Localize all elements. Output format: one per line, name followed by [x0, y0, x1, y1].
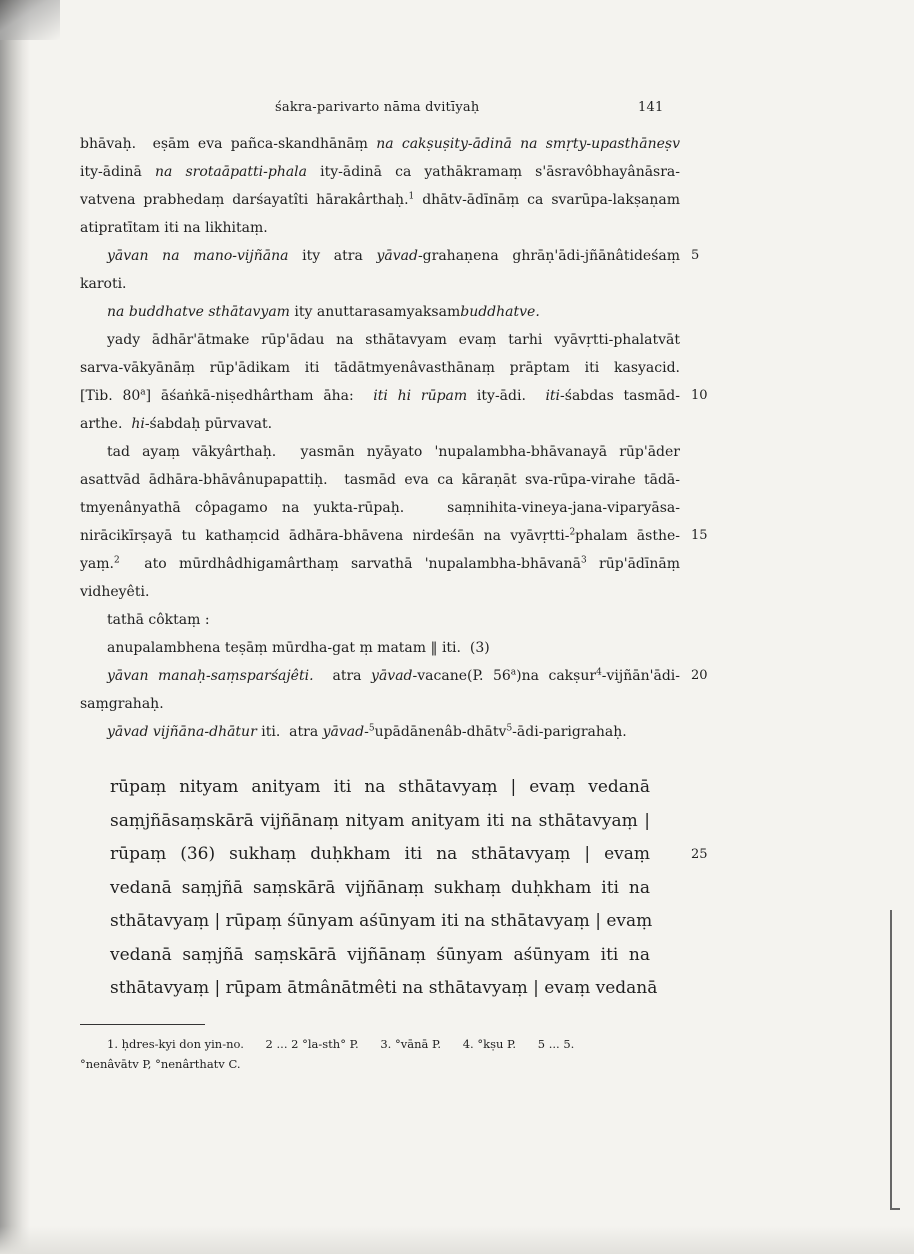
text-line	[80, 130, 680, 158]
text-line-content: asattvād ādhāra-bhāvânupapattiḥ. tasmād eva ca kāraṇāt sva-rūpa-virahe tādā-	[80, 472, 680, 488]
text-line-content: tmyenânyathā côpagamo na yukta-rūpaḥ. saṃnihita-vineya-jana-viparyāsa-	[80, 500, 680, 516]
text-line-content: sarva-vākyānāṃ rūp'ādikam iti tādātmyenâvasthānaṃ prāptam iti kasyacid.	[80, 360, 680, 376]
footnotes	[80, 1034, 680, 1074]
line-number: 20	[691, 668, 708, 683]
text-line	[80, 354, 680, 382]
text-line	[80, 606, 680, 634]
verse-line-content: vedanā saṃjñā saṃskārā vijñānaṃ sukhaṃ duḥkham iti na	[110, 877, 650, 898]
text-line-content: arthe. hi-śabdaḥ pūrvavat.	[80, 416, 273, 432]
text-line-content: nirācikīrṣayā tu kathaṃcid ādhāra-bhāvena nirdeśān na vyāvṛtti-$^2$phalam āsthe-	[80, 527, 680, 544]
line-number: 15	[691, 528, 708, 543]
text-line	[80, 550, 680, 578]
text-line	[80, 158, 680, 186]
text-line-content: atipratītam iti na likhitaṃ.	[80, 220, 268, 236]
text-line-content: bhāvaḥ. eṣām eva pañca-skandhānāṃ na cakṣuṣity-ādinā na smṛty-upasthāneṣv	[80, 136, 681, 152]
line-number: 25	[691, 847, 708, 862]
text-line-content: vidheyêti.	[80, 584, 150, 600]
footnote-2: 2 ... 2 °la-sth° P.	[265, 1037, 359, 1051]
text-line-content: saṃgrahaḥ.	[80, 696, 164, 712]
verse-line-content: rūpaṃ (36) sukhaṃ duḥkham iti na sthātavyaṃ | evaṃ	[110, 844, 650, 864]
text-line	[80, 326, 680, 354]
page-number: 141	[638, 100, 664, 115]
footnote-line-2: °nenâvātv P, °nenârthatv C.	[80, 1057, 241, 1071]
text-line-content: [Tib. 80$^a$] āśaṅkā-niṣedhârtham āha: iti hi rūpam ity-ādi. iti-śabdas tasmād-	[80, 387, 680, 404]
verse-line	[110, 805, 650, 839]
text-line	[80, 214, 680, 242]
verse-line	[110, 972, 658, 1006]
verse-line-content: vedanā saṃjñā saṃskārā vijñānaṃ śūnyam aśūnyam iti na	[110, 944, 650, 965]
text-line	[80, 718, 680, 746]
text-line-content: yady ādhār'ātmake rūp'ādau na sthātavyam evaṃ tarhi vyāvṛtti-phalatvāt	[107, 332, 680, 348]
text-line	[80, 690, 680, 718]
line-number: 10	[691, 388, 708, 403]
text-line	[80, 382, 708, 410]
text-line	[80, 438, 680, 466]
verse-line	[110, 905, 653, 939]
verse-line	[110, 771, 650, 805]
text-line	[80, 186, 680, 214]
commentary-text	[80, 130, 708, 746]
verse-line	[110, 872, 650, 906]
line-number: 5	[691, 248, 700, 263]
footnote-1: 1. ḥdres-kyi don yin-no.	[107, 1037, 244, 1051]
text-line	[80, 662, 708, 690]
verse-line	[110, 939, 650, 973]
running-title: śakra-parivarto nāma dvitīyaḥ	[275, 100, 480, 115]
footnote-3: 3. °vānā P.	[380, 1037, 442, 1051]
verse-line-content: sthātavyaṃ | rūpaṃ śūnyam aśūnyam iti na sthātavyaṃ | evaṃ	[110, 911, 653, 931]
text-line	[80, 578, 680, 606]
footnote-line-1	[80, 1034, 680, 1054]
text-line-content: anupalambhena teṣāṃ mūrdha-gat ṃ matam ‖ iti. (3)	[107, 640, 490, 656]
text-line-content: karoti.	[80, 276, 127, 292]
text-line	[80, 494, 680, 522]
text-line	[80, 522, 708, 550]
text-line	[80, 242, 700, 270]
text-line	[80, 466, 680, 494]
text-line	[80, 410, 680, 438]
footnote-5: 5 ... 5.	[537, 1037, 575, 1051]
text-line-content: yāvad vijñāna-dhātur iti. atra yāvad-$^5$upādānenâb-dhātv$^5$-ādi-parigrahaḥ.	[107, 723, 627, 740]
text-line-content: yaṃ.$^2$ ato mūrdhâdhigamârthaṃ sarvathā 'nupalambha-bhāvanā$^3$ rūp'ādīnāṃ	[80, 555, 680, 572]
verse-line-content: sthātavyaṃ | rūpam ātmânātmêti na sthātavyaṃ | evaṃ vedanā	[110, 978, 658, 998]
text-line-content: na buddhatve sthātavyam ity anuttarasamyaksambuddhatve.	[107, 304, 540, 320]
text-line	[80, 298, 680, 326]
verse-passage	[110, 771, 708, 1006]
text-line-content: yāvan manaḥ-saṃsparśajêti. atra yāvad-vacane(P. 56$^a$)na cakṣur$^4$-vijñān'ādi-	[107, 667, 680, 684]
footnote-4: 4. °kṣu P.	[462, 1037, 517, 1051]
text-line-content: vatvena prabhedaṃ darśayatîti hārakârthaḥ.$^1$ dhātv-ādīnāṃ ca svarūpa-lakṣaṇam	[80, 191, 680, 208]
text-line-content: yāvan na mano-vijñāna ity atra yāvad-grahaṇena ghrāṇ'ādi-jñānâtideśaṃ	[107, 248, 680, 264]
text-line-content: tad ayaṃ vākyârthaḥ. yasmān nyāyato 'nupalambha-bhāvanayā rūp'āder	[107, 444, 680, 460]
text-line-content: ity-ādinā na srotaāpatti-phala ity-ādinā ca yathākramaṃ s'āsravôbhayânāsra-	[80, 164, 681, 180]
verse-line-content: rūpaṃ nityam anityam iti na sthātavyaṃ | evaṃ vedanā	[110, 777, 650, 797]
verse-line-content: saṃjñāsaṃskārā vijñānaṃ nityam anityam iti na sthātavyaṃ |	[110, 810, 650, 831]
text-line	[80, 270, 680, 298]
text-line	[80, 634, 680, 662]
footnote-rule	[80, 1024, 205, 1025]
verse-line	[110, 838, 708, 872]
text-line-content: tathā côktaṃ :	[107, 612, 210, 628]
